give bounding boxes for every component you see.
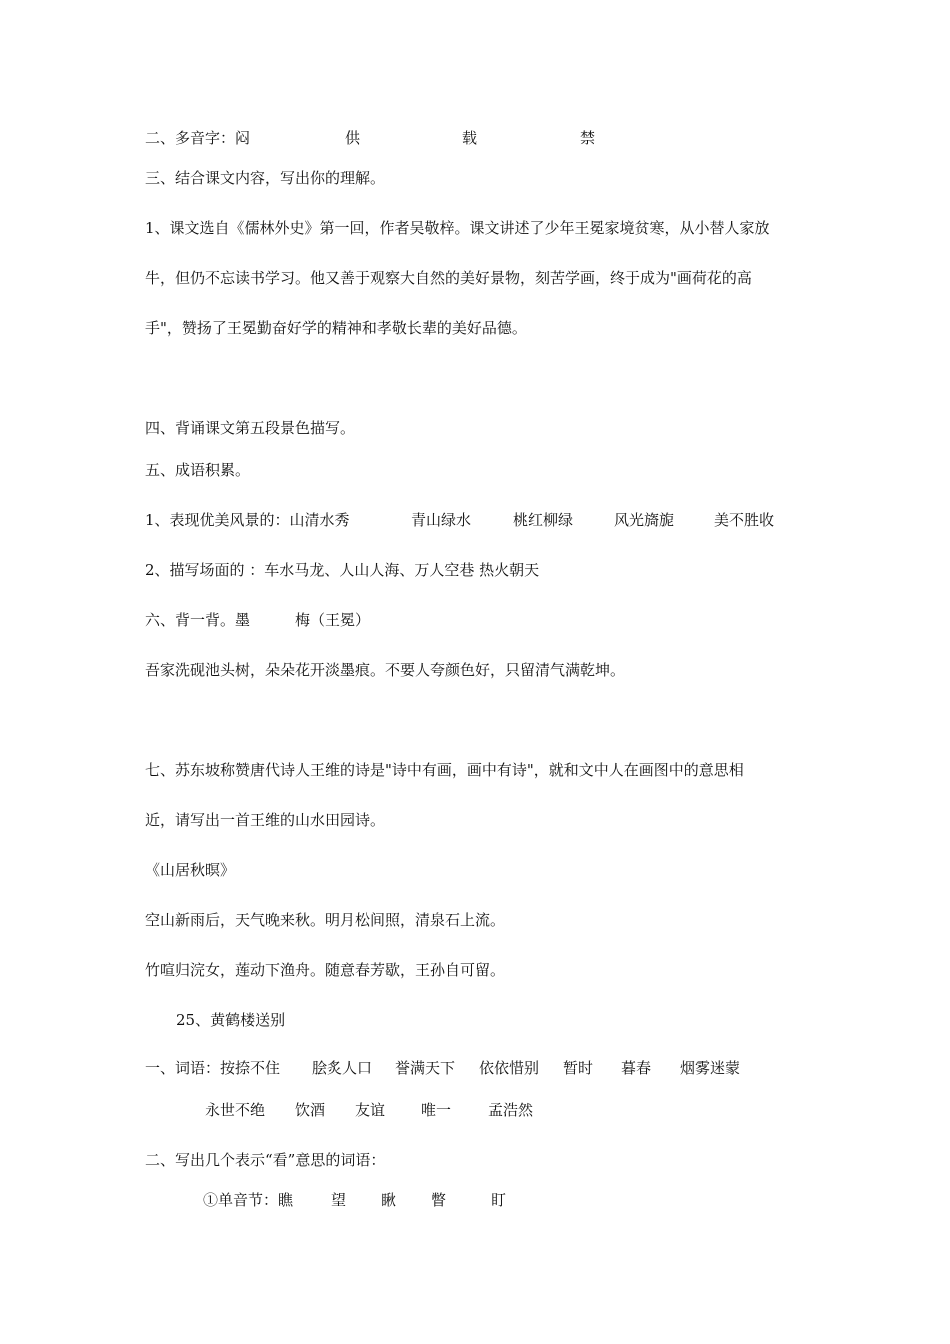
polyphone-char: 载 — [462, 129, 478, 147]
vocab-item: 饮酒 — [295, 1101, 326, 1119]
vocab-line — [145, 1058, 741, 1078]
poem-title: 梅（王冕） — [295, 611, 371, 629]
vocab-item: 暂时 — [563, 1059, 594, 1077]
look-word: 瞥 — [431, 1191, 447, 1209]
look-word: 望 — [331, 1191, 347, 1209]
polyphone-label: 二、多音字：闷 — [145, 129, 251, 147]
poem-line: 空山新雨后，天气晚来秋。明月松间照，清泉石上流。 — [145, 911, 506, 929]
idiom-item: 桃红柳绿 — [513, 511, 574, 529]
idiom-line: 2、描写场面的 ：车水马龙、人山人海、万人空巷 热火朝天 — [145, 561, 540, 579]
section-heading: 六、背一背。墨 — [145, 611, 251, 629]
paragraph-line: 七、苏东坡称赞唐代诗人王维的诗是"诗中有画，画中有诗"，就和文中人在画图中的意思相 — [145, 761, 744, 779]
poem-line: 竹喧归浣女，莲动下渔舟。随意春芳歇，王孙自可留。 — [145, 961, 506, 979]
vocab-item: 依依惜别 — [479, 1059, 540, 1077]
vocab-item: 永世不绝 — [205, 1101, 266, 1119]
paragraph-line: 1、课文选自《儒林外史》第一回，作者吴敬梓。课文讲述了少年王冕家境贫寒，从小替人家放 — [145, 219, 770, 237]
section-heading: 五、成语积累。 — [145, 461, 251, 479]
idiom-item: 美不胜收 — [714, 511, 775, 529]
vocab-item: 烟雾迷蒙 — [680, 1059, 741, 1077]
polyphone-line — [145, 128, 596, 148]
poem-title: 《山居秋暝》 — [145, 861, 236, 879]
idiom-label: 1、表现优美风景的：山清水秀 — [145, 511, 350, 529]
look-words-line — [203, 1190, 507, 1210]
vocab-item: 友谊 — [355, 1101, 386, 1119]
section-heading: 四、背诵课文第五段景色描写。 — [145, 419, 356, 437]
vocab-item: 唯一 — [421, 1101, 452, 1119]
idiom-item: 青山绿水 — [411, 511, 472, 529]
recite-line — [145, 610, 371, 630]
paragraph-line: 手"，赞扬了王冕勤奋好学的精神和孝敬长辈的美好品德。 — [145, 319, 527, 337]
paragraph-line: 牛，但仍不忘读书学习。他又善于观察大自然的美好景物，刻苦学画，终于成为"画荷花的高 — [145, 269, 752, 287]
vocab-item: 脍炙人口 — [312, 1059, 373, 1077]
section-heading: 三、结合课文内容，写出你的理解。 — [145, 169, 386, 187]
poem-line: 吾家洗砚池头树，朵朵花开淡墨痕。不要人夸颜色好，只留清气满乾坤。 — [145, 661, 626, 679]
polyphone-char: 供 — [345, 129, 361, 147]
lesson-title: 25、黄鹤楼送别 — [176, 1011, 286, 1029]
vocab-item: 孟浩然 — [488, 1101, 534, 1119]
look-words-label: ①单音节：瞧 — [203, 1191, 294, 1209]
section-heading: 二、写出几个表示“看”意思的词语： — [145, 1151, 386, 1169]
vocab-label: 一、词语：按捺不住 — [145, 1059, 281, 1077]
vocab-item: 誉满天下 — [395, 1059, 456, 1077]
paragraph-line: 近，请写出一首王维的山水田园诗。 — [145, 811, 386, 829]
look-word: 盯 — [491, 1191, 507, 1209]
vocab-line — [205, 1100, 534, 1120]
vocab-item: 暮春 — [621, 1059, 652, 1077]
polyphone-char: 禁 — [580, 129, 596, 147]
look-word: 瞅 — [381, 1191, 397, 1209]
idiom-item: 风光旖旎 — [614, 511, 675, 529]
idiom-line — [145, 510, 775, 530]
